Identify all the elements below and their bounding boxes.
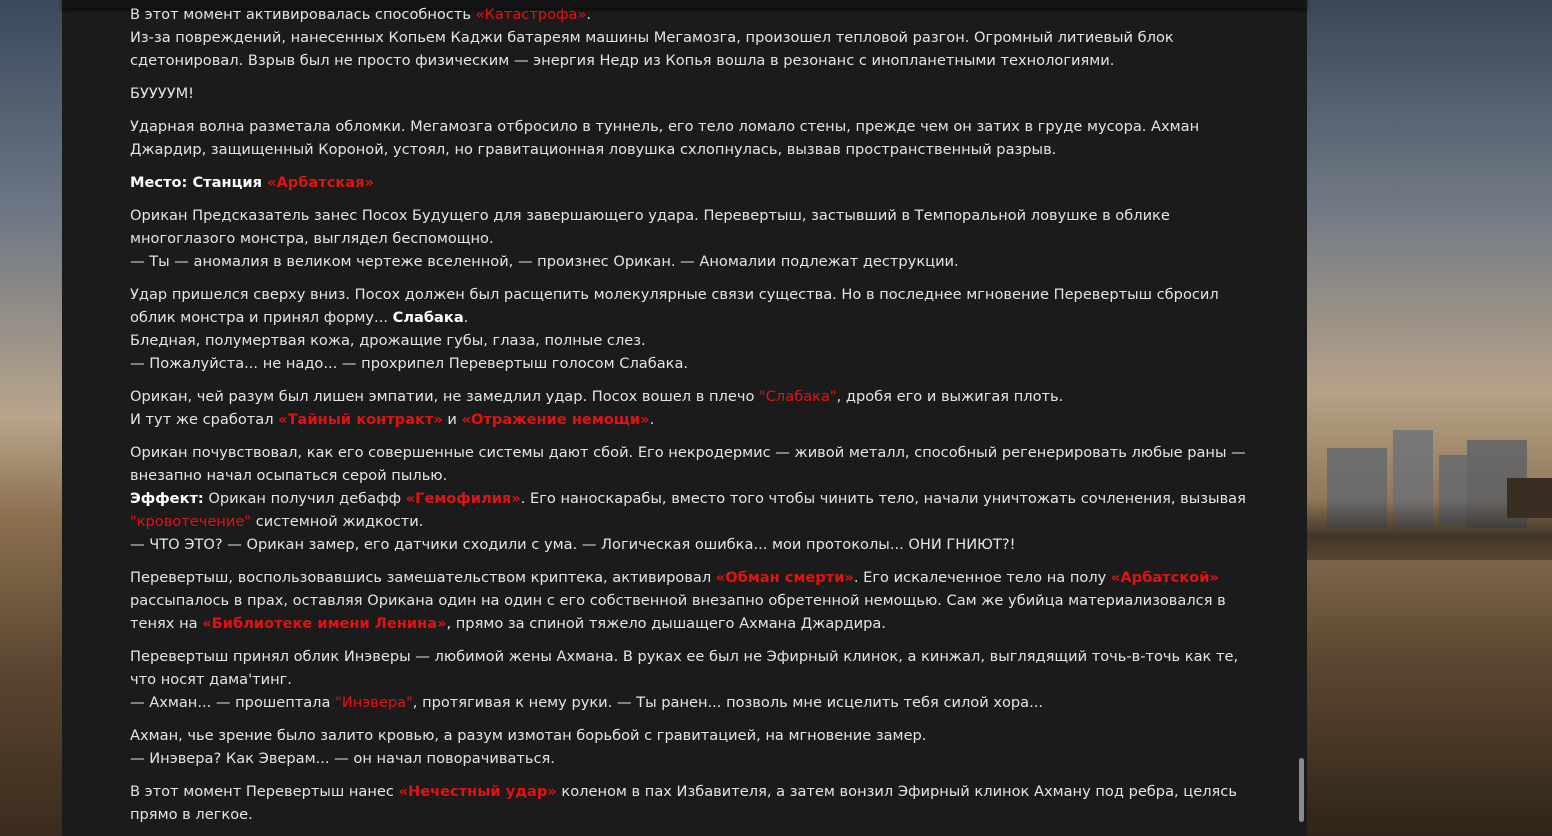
text: и — [442, 411, 462, 428]
ruined-hut — [1507, 478, 1552, 518]
text: . — [463, 309, 469, 326]
text: . Его наноскарабы, вместо того чтобы чинить тело, начали уничтожать сочленения, вызывая — [520, 490, 1246, 507]
background-left — [0, 0, 62, 836]
ability-keyword: «Нечестный удар» — [398, 783, 557, 800]
dialogue: — Инэвера? Как Эверам... — он начал поворачиваться. — [130, 750, 555, 767]
paragraph — [130, 724, 1260, 770]
paragraph — [130, 441, 1260, 556]
text: Из-за повреждений, нанесенных Копьем Каджи батареям машины Мегамозга, произошел тепловой разгон. Огромный литиевый блок сдетонировал. Взрыв был не просто физическим — энергия Недр из Копья вошла в резонанс с инопланетными технологиями. — [130, 29, 1174, 69]
text: Удар пришелся сверху вниз. Посох должен был расщепить молекулярные связи существа. Но в последнее мгновение Перевертыш сбросил облик монстра и принял форму... — [130, 286, 1219, 326]
dialogue: — ЧТО ЭТО? — Орикан замер, его датчики сходили с ума. — Логическая ошибка... мои протоколы... ОНИ ГНИЮТ?! — [130, 536, 1016, 553]
paragraph — [130, 204, 1260, 273]
text: Орикан Предсказатель занес Посох Будущего для завершающего удара. Перевертыш, застывший в Темпоральной ловушке в облике многоглазого монстра, выглядел беспомощно. — [130, 207, 1170, 247]
text: рассыпалось в прах, оставляя Орикана один на один с его собственной внезапно обретенной немощью. Сам же убийца материализовался в тенях на — [130, 592, 1226, 632]
ability-keyword: «Тайный контракт» — [278, 411, 443, 428]
status-keyword: "кровотечение" — [130, 513, 252, 530]
paragraph — [130, 283, 1260, 375]
paragraph: Ударная волна разметала обломки. Мегамозга отбросило в туннель, его тело ломало стены, прежде чем он затих в груде мусора. Ахман Джардир, защищенный Короной, устоял, но гравитационная ловушка схлопнулась, вызвав пространственный разрыв. — [130, 118, 1200, 158]
text: В этот момент Перевертыш нанес — [130, 783, 399, 800]
background-right — [1307, 0, 1552, 836]
scrollbar-thumb[interactable] — [1299, 758, 1304, 822]
text: . Его искалеченное тело на полу — [853, 569, 1111, 586]
ability-keyword: «Катастрофа» — [475, 6, 587, 23]
text: Перевертыш, воспользовавшись замешательством криптека, активировал — [130, 569, 716, 586]
debuff-keyword: «Гемофилия» — [405, 490, 521, 507]
text: . — [649, 411, 655, 428]
paragraph: БУУУУМ! — [130, 85, 195, 102]
dialogue: — Пожалуйста... не надо... — прохрипел Перевертыш голосом Слабака. — [130, 355, 689, 372]
paragraph — [130, 3, 1260, 72]
ability-keyword: «Обман смерти» — [715, 569, 854, 586]
text: Орикан почувствовал, как его совершенные системы дают сбой. Его некродермис — живой металл, способный регенерировать любые раны — внезапно начал осыпаться серой пылью. — [130, 444, 1246, 484]
text: Орикан, чей разум был лишен эмпатии, не замедлил удар. Посох вошел в плечо — [130, 388, 760, 405]
text: Бледная, полумертвая кожа, дрожащие губы, глаза, полные слез. — [130, 332, 646, 349]
paragraph — [130, 645, 1260, 714]
story-text — [130, 3, 1260, 836]
location-keyword: «Арбатская» — [267, 174, 374, 191]
text: , прямо за спиной тяжело дышащего Ахмана Джардира. — [446, 615, 886, 632]
text: Ахман, чье зрение было залито кровью, а разум измотан борьбой с гравитацией, на мгновение замер. — [130, 727, 927, 744]
text: И тут же сработал — [130, 411, 279, 428]
text: В этот момент активировалась способность — [130, 6, 476, 23]
ability-keyword: «Отражение немощи» — [461, 411, 650, 428]
text: . — [586, 6, 592, 23]
location-keyword: «Арбатской» — [1110, 569, 1219, 586]
bold-name: Слабака — [392, 309, 464, 326]
paragraph — [130, 566, 1260, 635]
location-keyword: «Библиотеке имени Ленина» — [202, 615, 447, 632]
name-keyword: "Слабака" — [759, 388, 837, 405]
scrollbar[interactable] — [1296, 0, 1306, 836]
dialogue: , протягивая к нему руки. — Ты ранен... позволь мне исцелить тебя силой хора... — [412, 694, 1044, 711]
dialogue: — Ты — аномалия в великом чертеже вселенной, — произнес Орикан. — Аномалии подлежат деструкции. — [130, 253, 959, 270]
text: коленом в пах Избавителя, а затем вонзил Эфирный клинок Ахману под ребра, целясь прямо в легкое. — [130, 783, 1237, 823]
dialogue: — Ахман... — прошептала — [130, 694, 336, 711]
text: , дробя его и выжигая плоть. — [836, 388, 1064, 405]
location-line — [130, 171, 1260, 194]
text: Перевертыш принял облик Инэверы — любимой жены Ахмана. В руках ее был не Эфирный клинок, а кинжал, выглядящий точь-в-точь как те, что носят дама'тинг. — [130, 648, 1239, 688]
story-panel — [62, 0, 1307, 836]
effect-label: Эффект: — [130, 490, 204, 507]
paragraph — [130, 385, 1260, 431]
paragraph — [130, 780, 1260, 826]
text: системной жидкости. — [251, 513, 424, 530]
location-label: Место: Станция — [130, 174, 268, 191]
text: Орикан получил дебафф — [203, 490, 406, 507]
name-keyword: "Инэвера" — [335, 694, 413, 711]
